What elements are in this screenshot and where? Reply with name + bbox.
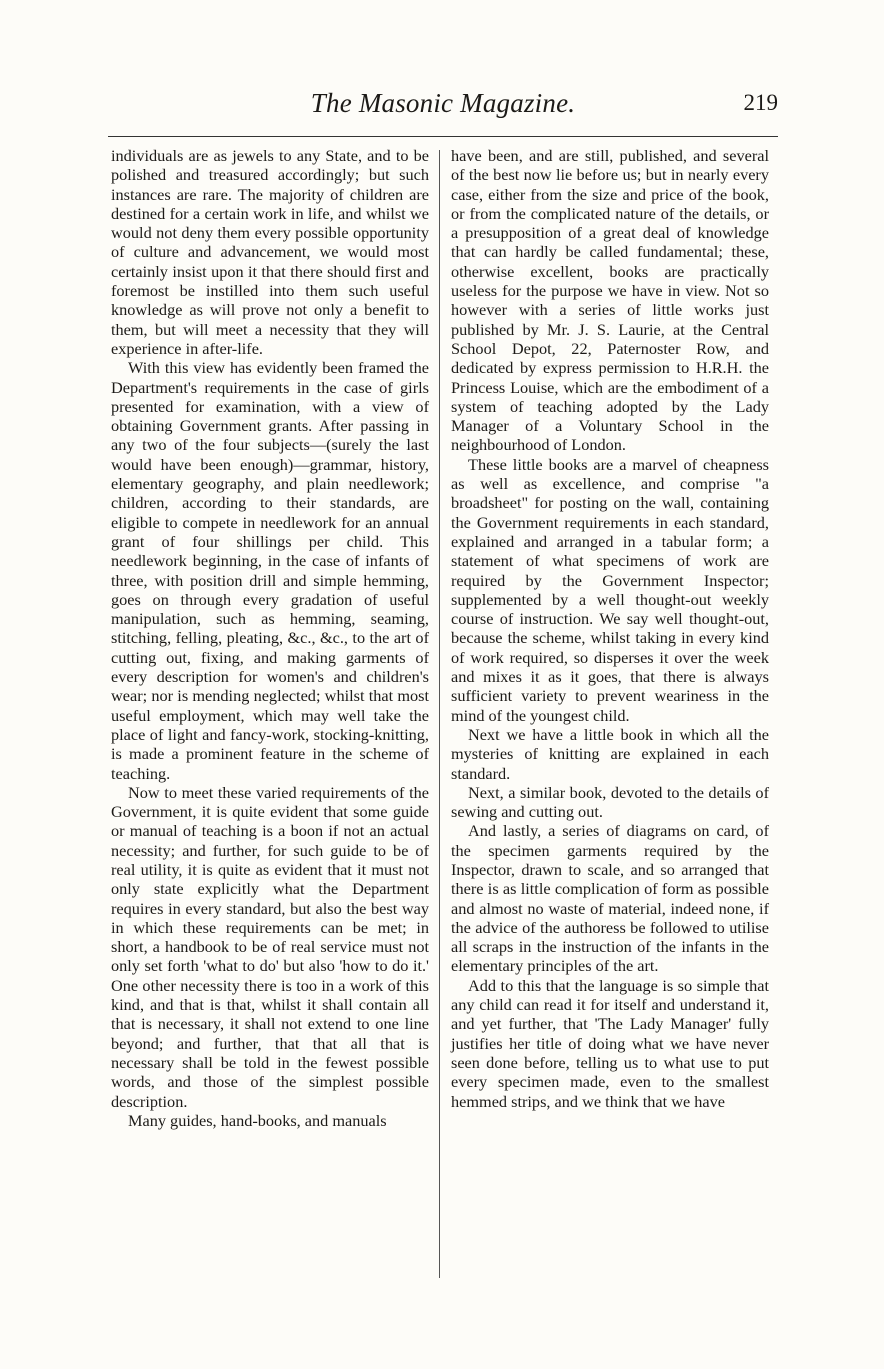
paragraph: Add to this that the language is so simple that any child can read it for itself and understand it, and yet further, that 'The Lady Manager' fully justifies her title of doing what we have never seen done before, telling us to what use to put every specimen made, even to the smallest hemmed strips, and we think that we have bbox=[451, 975, 769, 1111]
paragraph: Now to meet these varied requirements of the Government, it is quite evident that some guide or manual of teaching is a boon if not an actual necessity; and further, for such guide to be of real utility, it is quite as evident that it must not only state explicitly what the Department requires in every standard, but also the best way in which these requirements can be met; in short, a handbook to be of real service must not only set forth 'what to do' but also 'how to do it.' One other necessity there is too in a work of this kind, and that is that, whilst it shall contain all that is necessary, it shall not extend to one line beyond; and further, that that all that is necessary shall be told in the fewest possible words, and those of the simplest possible description. bbox=[111, 782, 429, 1111]
column-divider bbox=[439, 150, 440, 1278]
paragraph: With this view has evidently been framed the Department's requirements in the case of girls presented for examination, with a view of obtaining Government grants. After passing in any two of the four subjects—(surely the last would have been enough)—grammar, history, elementary geography, and plain needlework; children, according to their standards, are eligible to compete in needlework for an annual grant of four shillings per child. This needlework beginning, in the case of infants of three, with position drill and simple hemming, goes on through every gradation of useful manipulation, such as hemming, seaming, stitching, felling, pleating, &c., &c., to the art of cutting out, fixing, and making garments of every description for women's and children's wear; nor is mending neglected; whilst that most useful employment, which may well take the place of light and fancy-work, stocking-knitting, is made a prominent feature in the scheme of teaching. bbox=[111, 358, 429, 783]
paragraph: Next we have a little book in which all the mysteries of knitting are explained in each standard. bbox=[451, 724, 769, 783]
running-header bbox=[108, 84, 778, 124]
header-rule bbox=[108, 136, 778, 137]
paragraph: individuals are as jewels to any State, and to be polished and treasured accordingly; but such instances are rare. The majority of children are destined for a certain work in life, and whilst we would not deny them every possible opportunity of culture and advancement, we would most certainly insist upon it that there should first and foremost be instilled into them such useful knowledge as will prove not only a benefit to them, but will meet a necessity that they will experience in after-life. bbox=[111, 146, 429, 358]
left-column bbox=[111, 146, 429, 1130]
paragraph: Next, a similar book, devoted to the details of sewing and cutting out. bbox=[451, 782, 769, 822]
paragraph: Many guides, hand-books, and manuals bbox=[128, 1110, 387, 1130]
page-number: 219 bbox=[743, 90, 778, 115]
magazine-title: The Masonic Magazine. bbox=[310, 88, 576, 118]
right-column bbox=[451, 146, 769, 1111]
paragraph: These little books are a marvel of cheapness as well as excellence, and comprise "a broadsheet" for posting on the wall, containing the Government requirements in each standard, explained and arranged in a tabular form; a statement of what specimens of work are required by the Government Inspector; supplemented by a well thought-out weekly course of instruction. We say well thought-out, because the scheme, whilst taking in every kind of work required, so disperses it over the week and mixes it as it goes, that there is always sufficient variety to prevent weariness in the mind of the youngest child. bbox=[451, 454, 769, 725]
paragraph: And lastly, a series of diagrams on card, of the specimen garments required by the Inspector, drawn to scale, and so arranged that there is as little complication of form as possible and almost no waste of material, indeed none, if the advice of the authoress be followed to utilise all scraps in the instruction of the infants in the elementary principles of the art. bbox=[451, 821, 769, 976]
paragraph: have been, and are still, published, and several of the best now lie before us; but in nearly every case, either from the size and price of the book, or from the complicated nature of the details, or a presupposition of a great deal of knowledge that can hardly be called fundamental; these, otherwise excellent, books are practically useless for the purpose we have in view. Not so however with a series of little works just published by Mr. J. S. Laurie, at the Central School Depot, 22, Paternoster Row, and dedicated by express permission to H.R.H. the Princess Louise, which are the embodiment of a system of teaching adopted by the Lady Manager of a Voluntary School in the neighbourhood of London. bbox=[451, 146, 769, 455]
